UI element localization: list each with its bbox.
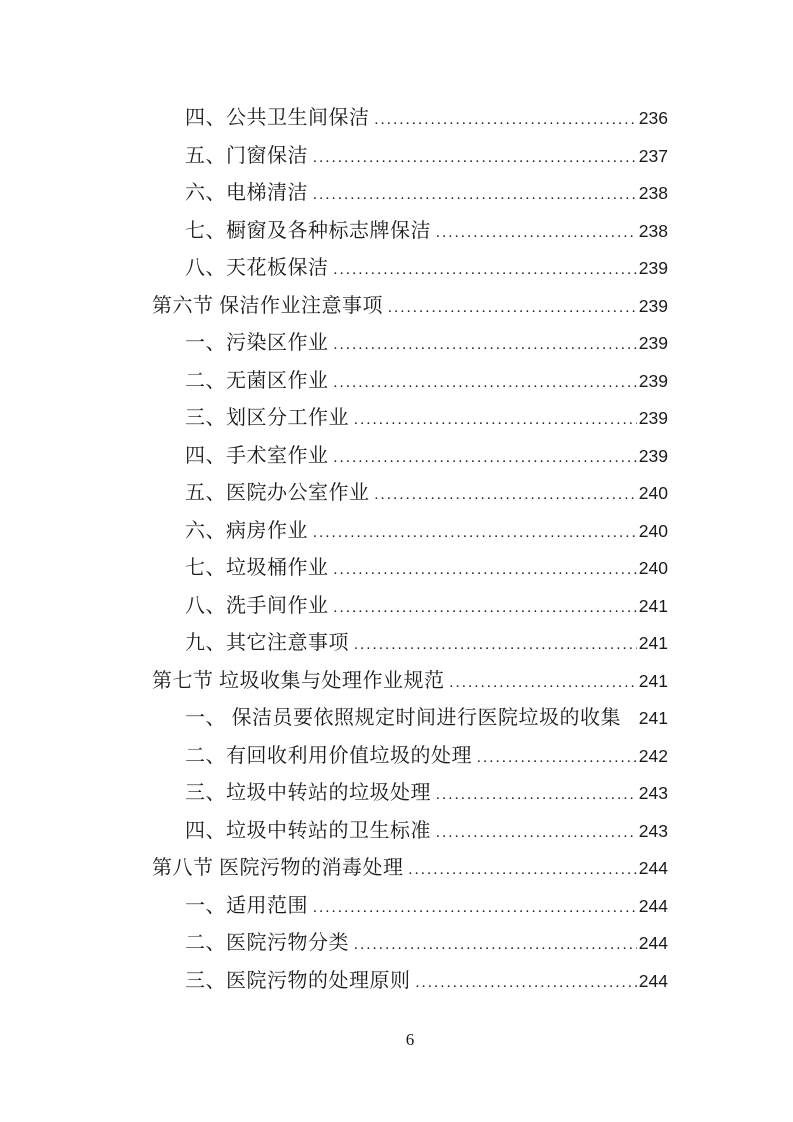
- page-number-footer: 6: [405, 1030, 415, 1049]
- toc-entry: [152, 513, 668, 551]
- toc-entry-label: 六、电梯清洁: [185, 182, 308, 204]
- toc-entry-page: 240: [638, 558, 668, 578]
- toc-entry-page: 244: [638, 895, 668, 916]
- toc-entry: [152, 250, 668, 288]
- dot-leader: [436, 213, 637, 251]
- dot-leader: [626, 700, 637, 738]
- dot-leader: [334, 325, 637, 363]
- toc-entry: [152, 738, 668, 776]
- toc-entry-label: 六、病房作业: [185, 519, 308, 542]
- toc-entry: [152, 813, 668, 851]
- toc-entry: [152, 363, 668, 401]
- dot-leader: [313, 888, 637, 926]
- toc-entry-page: 243: [638, 820, 668, 841]
- toc-entry: [152, 400, 668, 438]
- toc-entry-page: 238: [638, 220, 668, 241]
- toc-entry-page: 238: [638, 183, 668, 203]
- toc-entry: [152, 888, 668, 926]
- toc-entry-page: 239: [638, 408, 668, 428]
- toc-entry: [152, 775, 668, 813]
- toc-entry-label: 二、有回收利用价值垃圾的处理: [185, 744, 472, 767]
- toc-entry-label: 第六节 保洁作业注意事项: [152, 294, 383, 317]
- dot-leader: [313, 138, 637, 176]
- toc-entry-label: 四、公共卫生间保洁: [185, 107, 370, 129]
- toc-entry: [152, 588, 668, 626]
- toc-entry-label: 三、垃圾中转站的垃圾处理: [185, 782, 431, 804]
- toc-entry-label: 三、医院污物的处理原则: [185, 969, 411, 992]
- dot-leader: [388, 288, 637, 326]
- toc-entry-label: 一、适用范围: [185, 894, 308, 917]
- toc-entry-label: 四、手术室作业: [185, 444, 329, 467]
- toc-entry-page: 239: [638, 333, 668, 353]
- toc-entry: [152, 100, 668, 138]
- toc-entry-label: 七、橱窗及各种标志牌保洁: [185, 219, 431, 242]
- toc-entry: [152, 475, 668, 513]
- toc-entry-page: 239: [638, 445, 668, 466]
- toc-entry-label: 九、其它注意事项: [185, 632, 349, 654]
- toc-entry-page: 241: [638, 670, 668, 691]
- toc-entry-page: 240: [638, 483, 668, 503]
- toc-entry-label: 一、 保洁员要依照规定时间进行医院垃圾的收集: [185, 707, 621, 729]
- toc-entry: [152, 138, 668, 176]
- dot-leader: [375, 475, 637, 513]
- dot-leader: [477, 738, 637, 776]
- dot-leader: [354, 625, 637, 663]
- toc-entry-page: 243: [638, 783, 668, 803]
- toc-entry-page: 237: [638, 145, 668, 166]
- toc-entry-page: 241: [638, 708, 668, 728]
- dot-leader: [450, 663, 637, 701]
- toc-entry-label: 二、医院污物分类: [185, 932, 349, 954]
- dot-leader: [409, 850, 637, 888]
- dot-leader: [375, 100, 637, 138]
- toc-entry-label: 第八节 医院污物的消毒处理: [152, 857, 404, 879]
- toc-entry: [152, 175, 668, 213]
- toc-entry: [152, 963, 668, 1001]
- table-of-contents: [152, 100, 668, 1000]
- toc-entry-label: 八、洗手间作业: [185, 594, 329, 617]
- toc-entry-page: 240: [638, 520, 668, 541]
- toc-entry: [152, 213, 668, 251]
- toc-entry-label: 一、污染区作业: [185, 332, 329, 354]
- toc-entry: [152, 625, 668, 663]
- dot-leader: [334, 550, 637, 588]
- toc-entry: [152, 438, 668, 476]
- toc-entry: [152, 325, 668, 363]
- toc-entry: [152, 288, 668, 326]
- dot-leader: [354, 925, 637, 963]
- toc-entry-page: 241: [638, 633, 668, 653]
- toc-entry-label: 五、门窗保洁: [185, 144, 308, 167]
- toc-entry-label: 二、无菌区作业: [185, 369, 329, 392]
- toc-entry-page: 239: [638, 370, 668, 391]
- toc-entry-label: 四、垃圾中转站的卫生标准: [185, 819, 431, 842]
- dot-leader: [334, 363, 637, 401]
- toc-entry-page: 239: [638, 295, 668, 316]
- toc-entry-page: 244: [638, 858, 668, 878]
- toc-entry-page: 244: [638, 970, 668, 991]
- dot-leader: [334, 588, 637, 626]
- dot-leader: [436, 775, 637, 813]
- toc-entry-page: 242: [638, 745, 668, 766]
- dot-leader: [436, 813, 637, 851]
- toc-entry-label: 三、划区分工作业: [185, 407, 349, 429]
- dot-leader: [334, 250, 637, 288]
- dot-leader: [416, 963, 637, 1001]
- toc-entry-page: 236: [638, 108, 668, 128]
- toc-entry-page: 239: [638, 258, 668, 278]
- dot-leader: [313, 175, 637, 213]
- toc-entry: [152, 550, 668, 588]
- dot-leader: [354, 400, 637, 438]
- toc-entry-page: 241: [638, 595, 668, 616]
- toc-entry-label: 五、医院办公室作业: [185, 482, 370, 504]
- toc-entry: [152, 850, 668, 888]
- dot-leader: [313, 513, 637, 551]
- toc-entry-label: 第七节 垃圾收集与处理作业规范: [152, 669, 445, 692]
- toc-entry: [152, 663, 668, 701]
- toc-entry-label: 八、天花板保洁: [185, 257, 329, 279]
- toc-entry-page: 244: [638, 933, 668, 953]
- dot-leader: [334, 438, 637, 476]
- toc-entry-label: 七、垃圾桶作业: [185, 557, 329, 579]
- toc-entry: [152, 700, 668, 738]
- toc-entry: [152, 925, 668, 963]
